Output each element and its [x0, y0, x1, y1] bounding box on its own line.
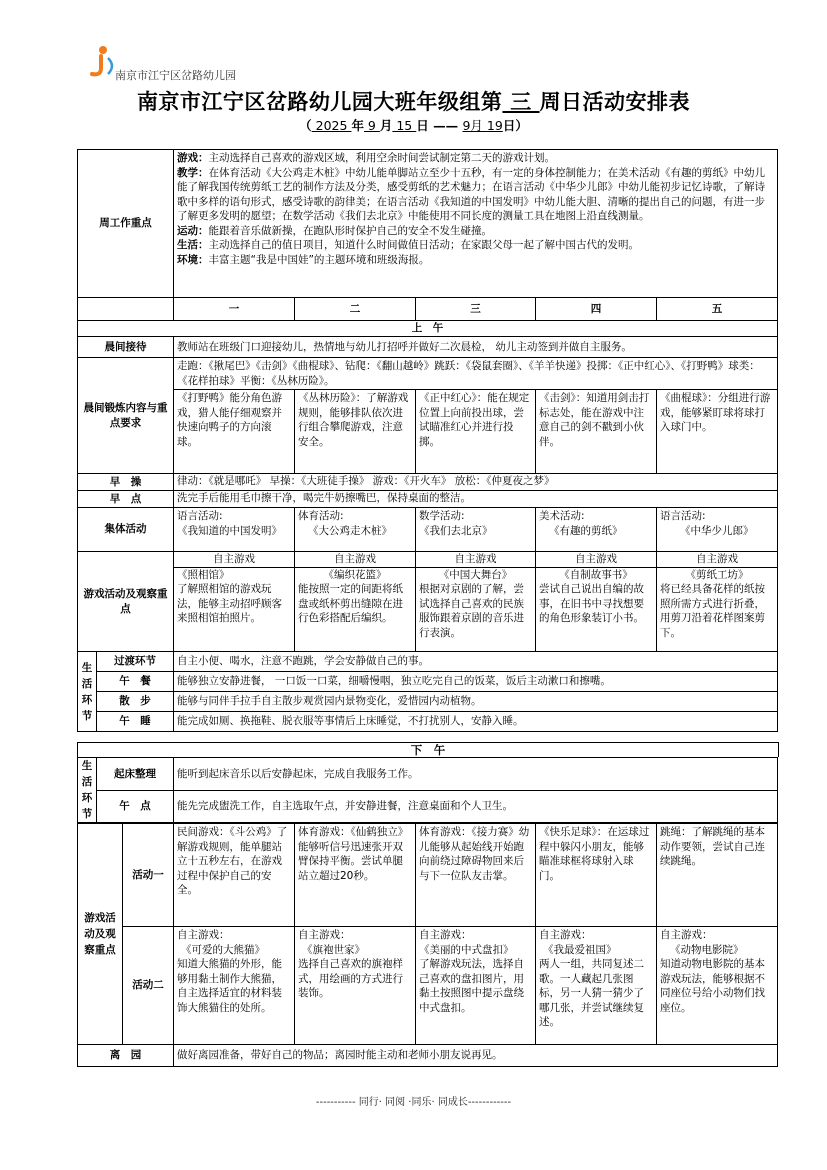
am-band: 上 午 — [78, 321, 778, 337]
group-activity-thu: 美术活动: 《有趣的剪纸》 — [536, 508, 657, 552]
morning-exercise-wed: 《正中红心》：能在规定位置上向前投出球，尝试瞄准红心并进行投掷。 — [416, 390, 536, 474]
morning-exercise-label: 晨间锻炼内容与重点要求 — [78, 358, 174, 474]
game-pm-act1-fri: 跳绳：了解跳绳的基本动作要领，尝试自己连续跳绳。 — [657, 824, 778, 927]
day-header-tue: 二 — [295, 298, 416, 321]
morning-exercise-fri: 《曲棍球》：分组进行游戏，能够紧盯球将球打入球门中。 — [657, 390, 778, 474]
life-am-label: 生 活 环 节 — [78, 652, 97, 732]
morning-reception-label: 晨间接待 — [78, 337, 174, 358]
life-am-key-2: 散 步 — [97, 692, 174, 712]
group-activity-tue: 体育活动: 《大公鸡走木桩》 — [295, 508, 416, 552]
life-pm-key-1: 午 点 — [97, 790, 174, 823]
life-pm-val-1: 能先完成盥洗工作，自主选取午点，并安静进餐，注意桌面和个人卫生。 — [174, 790, 778, 823]
departure-label: 离 园 — [78, 1045, 174, 1067]
group-activity-fri: 语言活动: 《中华少儿郎》 — [657, 508, 778, 552]
schedule-table-am — [77, 149, 778, 732]
life-am-key-3: 午 睡 — [97, 712, 174, 732]
life-am-key-1: 午 餐 — [97, 672, 174, 692]
game-am-tue: 自主游戏 《编织花篮》 能按照一定的间距将纸盘或纸杯剪出缝隙在进行色彩搭配后编织。 — [295, 552, 416, 652]
game-pm-act2-mon: 自主游戏： 《可爱的大熊猫》 知道大熊猫的外形，能够用黏土制作大熊猫，自主选择适宜的材料装饰大熊猫住的处所。 — [174, 927, 295, 1045]
early-exercise-text: 律动：《就是哪吒》 早操：《大班徒手操》 游戏：《开火车》 放松：《仲夏夜之梦》 — [174, 474, 778, 491]
kindergarten-logo — [88, 44, 248, 80]
game-pm-act1-mon: 民间游戏：《斗公鸡》了解游戏规则，能单腿站立十五秒左右，在游戏过程中保护自己的安全。 — [174, 824, 295, 927]
game-am-thu: 自主游戏 《自制故事书》 尝试自己说出自编的故事，在旧书中寻找想要的角色形象装订小书。 — [536, 552, 657, 652]
schedule-table-pm-games — [77, 823, 778, 1067]
breakfast-text: 洗完手后能用毛巾擦干净，喝完牛奶擦嘴巴，保持桌面的整洁。 — [174, 491, 778, 508]
morning-exercise-summary: 走跑：《揪尾巴》《击剑》《曲棍球》、钻爬：《翻山越岭》跳跃：《袋鼠套圈》、《羊羊快递》投掷：《正中红心》、《打野鸭》球类：《花样拍球》平衡：《丛林历险》。 — [174, 358, 778, 390]
pm-band: 下 午 — [77, 742, 779, 757]
game-pm-act1-thu: 《快乐足球》：在运球过程中躲闪小朋友，能够瞄准球框将球射入球门。 — [536, 824, 657, 927]
schedule-table-pm — [77, 757, 778, 823]
game-pm-act2-fri: 自主游戏： 《动物电影院》 知道动物电影院的基本游戏玩法，能够根据不同座位号给小动物们找座位。 — [657, 927, 778, 1045]
breakfast-label: 早 点 — [78, 491, 174, 508]
game-am-mon: 自主游戏 《照相馆》 了解照相馆的游戏玩法，能够主动招呼顾客来照相馆拍照片。 — [174, 552, 295, 652]
life-pm-label: 生 活 环 节 — [78, 758, 97, 823]
morning-reception-text: 教师站在班级门口迎接幼儿，热情地与幼儿打招呼并做好二次晨检， 幼儿主动签到并做自主服务。 — [174, 337, 778, 358]
game-am-wed: 自主游戏 《中国大舞台》 根据对京剧的了解，尝试选择自己喜欢的民族服饰跟着京剧的音乐进行表演。 — [416, 552, 536, 652]
game-am-label: 游戏活动及观察重点 — [78, 552, 174, 652]
logo-text: 南京市江宁区岔路幼儿园 — [115, 69, 236, 82]
life-pm-key-0: 起床整理 — [97, 758, 174, 791]
date-range: （ 2025 年 9 月 15 日 —— 9月 19日） — [299, 118, 528, 133]
morning-exercise-mon: 《打野鸭》能分角色游戏，猎人能仔细观察并快速向鸭子的方向滚球。 — [174, 390, 295, 474]
page-title: 南京市江宁区岔路幼儿园大班年级组第 三 周日活动安排表 — [136, 90, 691, 114]
game-pm-act2-wed: 自主游戏： 《美丽的中式盘扣》 了解游戏玩法，选择自己喜欢的盘扣图片，用黏土按照图中提示盘绕中式盘扣。 — [416, 927, 536, 1045]
game-pm-act2-label: 活动二 — [123, 927, 174, 1045]
life-pm-val-0: 能听到起床音乐以后安静起床，完成自我服务工作。 — [174, 758, 778, 791]
game-pm-act1-label: 活动一 — [123, 824, 174, 927]
departure-text: 做好离园准备，带好自己的物品；离园时能主动和老师小朋友说再见。 — [174, 1045, 778, 1067]
game-pm-act1-tue: 体育游戏：《仙鹤独立》能够听信号迅速张开双臂保持平衡。尝试单腿站立超过20秒。 — [295, 824, 416, 927]
game-pm-act2-thu: 自主游戏： 《我最爱祖国》 两人一组，共同复述二歌。一人藏起几张图标，另一人猜一猜少了哪几张，并尝试继续复述。 — [536, 927, 657, 1045]
footer-slogan: ----------- 同行· 同阅 ·同乐· 同成长------------ — [315, 1097, 512, 1108]
group-activity-label: 集体活动 — [78, 508, 174, 552]
game-pm-act2-tue: 自主游戏： 《旗袍世家》 选择自己喜欢的旗袍样式，用绘画的方式进行装饰。 — [295, 927, 416, 1045]
morning-exercise-thu: 《击剑》：知道用剑击打标志处，能在游戏中注意自己的剑不戳到小伙伴。 — [536, 390, 657, 474]
weekly-focus-text: 游戏：主动选择自己喜欢的游戏区域，利用空余时间尝试制定第二天的游戏计划。 教学：在体育活动《大公鸡走木桩》中幼儿能单脚站立至少十五秒，有一定的身体控制能力；在美术活动《有趣的剪纸》中幼儿能了解我国传统剪纸工艺的制作方法及分类，感受剪纸的艺术魅力；在语言活动《中华少儿郎》中幼儿能初步记忆诗歌，了解诗歌中多样的语句形式，感受诗歌的韵律美；在语言活动《我知道的中国发明》中幼儿能大胆、清晰的提出自己的问题，有进一步了解更多发明的愿望；在数学活动《我们去北京》中能使用不同长度的测量工具在地图上沿直线测量。 运动：能跟着音乐做新操，在跑队形时保护自己的安全不发生碰撞。 生活：主动选择自己的值日项目，知道什么时间做值日活动；在家跟父母一起了解中国古代的发明。 环境：丰富主题“我是中国娃”的主题环境和班级海报。 — [174, 150, 778, 298]
logo-mark-icon — [88, 44, 118, 78]
group-activity-mon: 语言活动: 《我知道的中国发明》 — [174, 508, 295, 552]
life-am-val-2: 能够与同伴手拉手自主散步观赏园内景物变化，爱惜园内动植物。 — [174, 692, 778, 712]
life-am-val-0: 自主小便、喝水，注意不跑跳，学会安静做自己的事。 — [174, 652, 778, 672]
life-am-key-0: 过渡环节 — [97, 652, 174, 672]
group-activity-wed: 数学活动: 《我们去北京》 — [416, 508, 536, 552]
morning-exercise-tue: 《丛林历险》：了解游戏规则，能够排队依次进行组合攀爬游戏，注意安全。 — [295, 390, 416, 474]
game-pm-act1-wed: 体育游戏：《接力赛》幼儿能够从起始线开始跑向前绕过障碍物回来后与下一位队友击掌。 — [416, 824, 536, 927]
early-exercise-label: 早 操 — [78, 474, 174, 491]
day-header-blank — [78, 298, 174, 321]
day-header-wed: 三 — [416, 298, 536, 321]
day-header-thu: 四 — [536, 298, 657, 321]
game-pm-label: 游戏活动及观察重点 — [78, 824, 123, 1045]
life-am-val-1: 能够独立安静进餐， 一口饭一口菜，细嚼慢咽，独立吃完自己的饭菜，饭后主动漱口和擦嘴。 — [174, 672, 778, 692]
day-header-fri: 五 — [657, 298, 778, 321]
day-header-mon: 一 — [174, 298, 295, 321]
game-am-fri: 自主游戏 《剪纸工坊》 将已经具备花样的纸按照所需方式进行折叠，用剪刀沿着花样图案剪下。 — [657, 552, 778, 652]
life-am-val-3: 能完成如厕、换拖鞋、脱衣服等事情后上床睡觉，不打扰别人，安静入睡。 — [174, 712, 778, 732]
weekly-focus-label: 周工作重点 — [78, 150, 174, 298]
